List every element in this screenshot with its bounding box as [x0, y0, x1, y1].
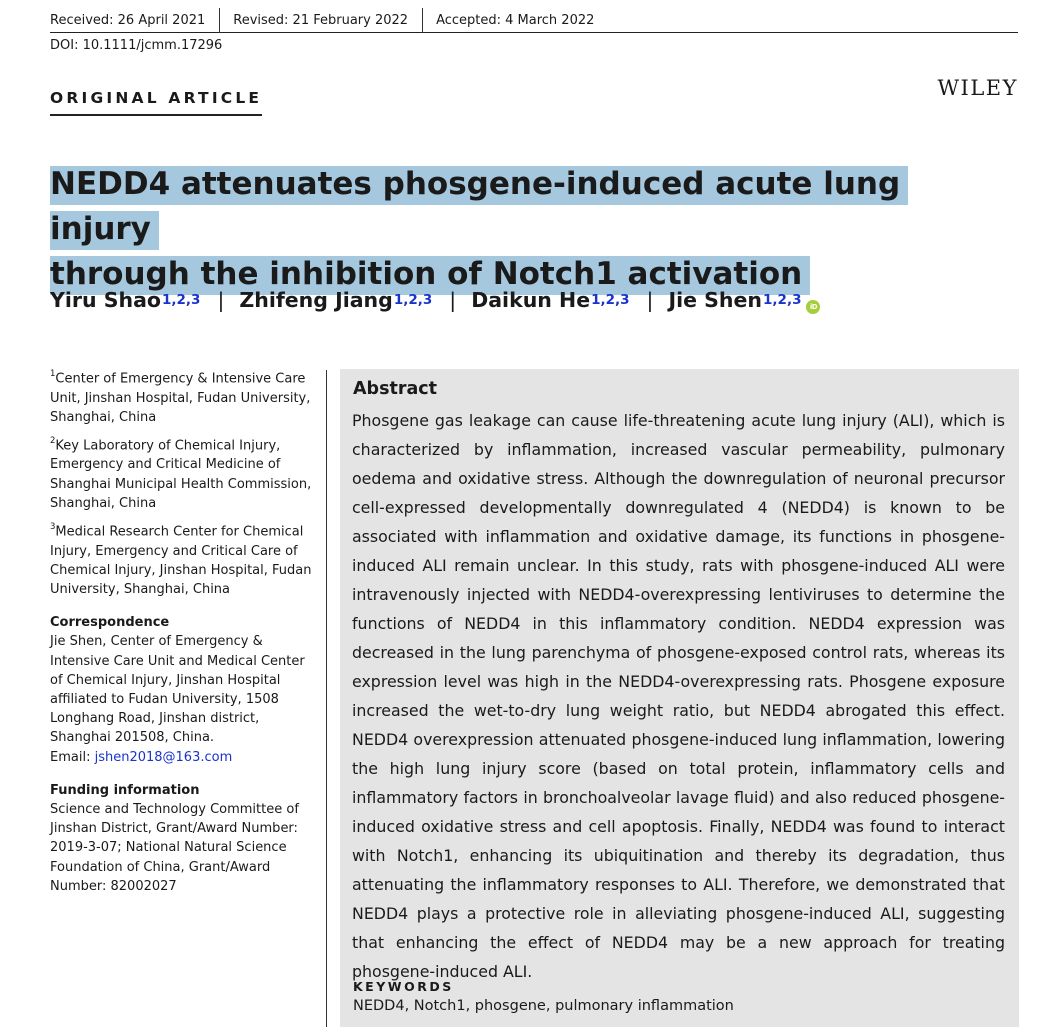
title-line-1: NEDD4 attenuates phosgene-induced acute lung injury: [50, 166, 908, 250]
author-name[interactable]: Daikun He: [471, 288, 591, 312]
received-date: Received: 26 April 2021: [50, 12, 206, 28]
divider: [219, 8, 220, 33]
funding-text: Science and Technology Committee of Jinshan District, Grant/Award Number: 2019-3-07; National Natural Science Foundation of China, Grant/Award Number: 82002027: [50, 802, 299, 894]
keywords-list: NEDD4, Notch1, phosgene, pulmonary inflammation: [353, 998, 734, 1014]
column-divider: [326, 370, 327, 1027]
abstract-text: Phosgene gas leakage can cause life-threatening acute lung injury (ALI), which is characterized by inflammation, increased vascular permeability, pulmonary oedema and oxidative stress. Although the downregulation of neuronal precursor cell-expressed developmentally downregulated 4 (NEDD4) is known to be associated with inflammation and oxidative damage, its functions in phosgene-induced ALI remain unclear. In this study, rats with phosgene-induced ALI were intravenously injected with NEDD4-overexpressing lentiviruses to determine the functions of NEDD4 in this inflammatory condition. NEDD4 expression was decreased in the lung parenchyma of phosgene-exposed control rats, whereas its expression level was high in the NEDD4-overexpressing rats. Phosgene exposure increased the wet-to-dry lung weight ratio, but NEDD4 abrogated this effect. NEDD4 overexpression attenuated phosgene-induced lung inflammation, lowering the high lung injury score (based on total protein, inflammatory cells and inflammatory factors in bronchoalveolar lavage fluid) and also reduced phosgene-induced oxidative stress and cell apoptosis. Finally, NEDD4 was found to interact with Notch1, enhancing its ubiquitination and thereby its degradation, thus attenuating the inflammatory responses to ALI. Therefore, we demonstrated that NEDD4 plays a protective role in alleviating phosgene-induced ALI, suggesting that enhancing the effect of NEDD4 may be a new approach for treating phosgene-induced ALI.: [352, 411, 1005, 981]
correspondence-text: Jie Shen, Center of Emergency & Intensive Care Unit and Medical Center of Chemical Injury, Jinshan Hospital affiliated to Fudan University, 1508 Longhang Road, Jinshan district, Shanghai 201508, China. Email: jshen2018@163.com: [50, 634, 305, 765]
author-name[interactable]: Jie Shen: [668, 288, 763, 312]
email-link[interactable]: jshen2018@163.com: [94, 749, 233, 765]
divider: [422, 8, 423, 33]
accepted-date: Accepted: 4 March 2022: [436, 12, 595, 28]
doi[interactable]: DOI: 10.1111/jcmm.17296: [50, 38, 223, 53]
affiliation: $^1$Center of Emergency & Intensive Care Unit, Jinshan Hospital, Fudan University, Shanghai, China: [50, 369, 311, 425]
abstract-box: [340, 369, 1019, 1027]
author-affiliation-marks[interactable]: 1,2,3: [591, 292, 630, 308]
affiliation: $^2$Key Laboratory of Chemical Injury, Emergency and Critical Medicine of Shanghai Municipal Health Commission, Shanghai, China: [50, 435, 312, 511]
revised-date: Revised: 21 February 2022: [233, 12, 409, 28]
publisher-logo: WILEY: [937, 76, 1018, 100]
affiliation: $^3$Medical Research Center for Chemical Injury, Emergency and Critical Care of Chemical Injury, Jinshan Hospital, Fudan University, Shanghai, China: [50, 522, 312, 598]
article-dates-header: [50, 8, 1018, 33]
author-name[interactable]: Yiru Shao: [50, 288, 161, 312]
abstract-heading: Abstract: [353, 379, 438, 399]
author-separator: |: [646, 288, 654, 312]
author-separator: |: [449, 288, 457, 312]
funding-heading: Funding information: [50, 782, 200, 798]
author-separator: |: [217, 288, 225, 312]
section-label: ORIGINAL ARTICLE: [50, 89, 262, 116]
orcid-icon[interactable]: iD: [806, 300, 820, 314]
author-name[interactable]: Zhifeng Jiang: [239, 288, 393, 312]
keywords-heading: KEYWORDS: [353, 979, 454, 994]
correspondence-heading: Correspondence: [50, 615, 170, 631]
author-affiliation-marks[interactable]: 1,2,3: [393, 292, 433, 308]
author-affiliation-marks[interactable]: 1,2,3: [763, 292, 802, 308]
title-line-2: through the inhibition of Notch1 activation: [50, 256, 810, 295]
article-info-column: [50, 366, 315, 896]
author-affiliation-marks[interactable]: 1,2,3: [162, 292, 201, 308]
article-title: [50, 162, 930, 297]
author-list: [50, 288, 820, 312]
